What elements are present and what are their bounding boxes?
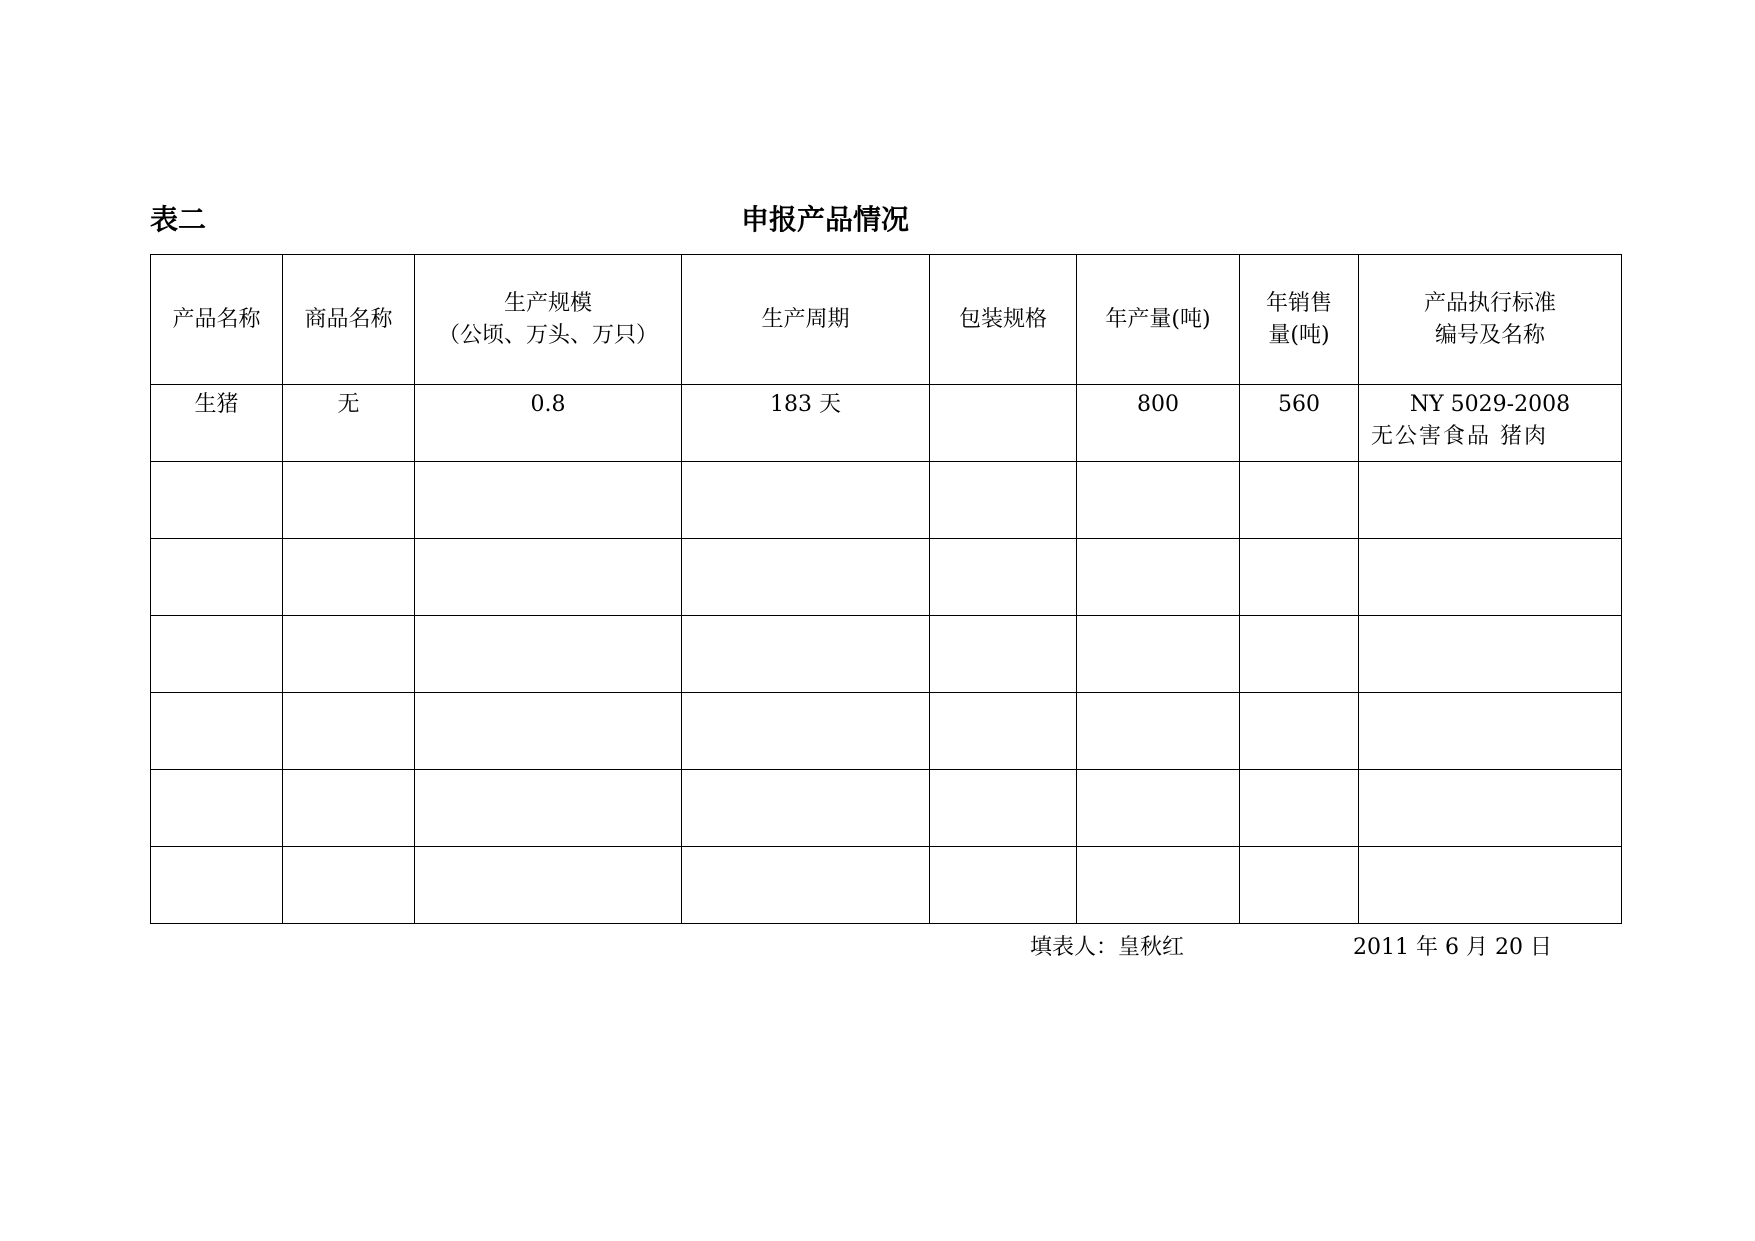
cell-annual-sales	[1240, 616, 1359, 693]
cell-cycle	[682, 847, 930, 924]
cell-brand-name	[283, 770, 415, 847]
cell-scale	[415, 539, 682, 616]
cell-scale	[415, 462, 682, 539]
header-production-cycle: 生产周期	[682, 255, 930, 385]
cell-standard	[1359, 616, 1622, 693]
cell-annual-sales	[1240, 847, 1359, 924]
table-row	[151, 462, 1622, 539]
cell-annual-output	[1077, 462, 1240, 539]
cell-product-name	[151, 539, 283, 616]
table-row	[151, 616, 1622, 693]
cell-cycle	[682, 693, 930, 770]
cell-packaging	[930, 462, 1077, 539]
cell-brand-name	[283, 693, 415, 770]
cell-scale: 0.8	[415, 385, 682, 462]
cell-product-name	[151, 462, 283, 539]
cell-annual-output	[1077, 847, 1240, 924]
cell-scale	[415, 616, 682, 693]
header-brand-name: 商品名称	[283, 255, 415, 385]
header-annual-output: 年产量(吨)	[1077, 255, 1240, 385]
cell-annual-output	[1077, 616, 1240, 693]
cell-packaging	[930, 693, 1077, 770]
cell-standard	[1359, 847, 1622, 924]
cell-scale	[415, 770, 682, 847]
cell-brand-name	[283, 616, 415, 693]
header-packaging: 包装规格	[930, 255, 1077, 385]
cell-annual-sales	[1240, 693, 1359, 770]
fill-date: 2011 年 6 月 20 日	[1353, 935, 1552, 960]
cell-annual-output	[1077, 539, 1240, 616]
cell-standard	[1359, 462, 1622, 539]
cell-cycle	[682, 539, 930, 616]
cell-cycle: 183 天	[682, 385, 930, 462]
table-row	[151, 385, 1622, 462]
cell-brand-name	[283, 539, 415, 616]
filler-signature: 填表人：皇秋红	[1030, 935, 1185, 960]
cell-packaging	[930, 385, 1077, 462]
cell-annual-output: 800	[1077, 385, 1240, 462]
header-product-name: 产品名称	[151, 255, 283, 385]
cell-packaging	[930, 616, 1077, 693]
cell-product-name	[151, 770, 283, 847]
cell-product-name	[151, 847, 283, 924]
product-report-table	[150, 254, 1622, 924]
table-header-row	[151, 255, 1622, 385]
cell-annual-sales	[1240, 770, 1359, 847]
cell-product-name	[151, 616, 283, 693]
cell-packaging	[930, 539, 1077, 616]
table-row	[151, 847, 1622, 924]
cell-cycle	[682, 616, 930, 693]
cell-standard	[1359, 385, 1622, 462]
standard-code: NY 5029-2008	[1409, 392, 1571, 417]
document-title: 申报产品情况	[740, 203, 909, 236]
cell-cycle	[682, 462, 930, 539]
cell-brand-name	[283, 847, 415, 924]
header-production-scale: 生产规模 （公顷、万头、万只）	[415, 255, 682, 385]
cell-standard	[1359, 539, 1622, 616]
cell-annual-sales	[1240, 539, 1359, 616]
cell-brand-name	[283, 462, 415, 539]
cell-product-name	[151, 693, 283, 770]
header-annual-sales: 年销售 量(吨)	[1240, 255, 1359, 385]
cell-annual-output	[1077, 693, 1240, 770]
header-standard: 产品执行标准 编号及名称	[1359, 255, 1622, 385]
cell-cycle	[682, 770, 930, 847]
cell-packaging	[930, 770, 1077, 847]
table-row	[151, 770, 1622, 847]
cell-annual-sales	[1240, 462, 1359, 539]
cell-annual-output	[1077, 770, 1240, 847]
cell-scale	[415, 847, 682, 924]
cell-product-name: 生猪	[151, 385, 283, 462]
table-row	[151, 693, 1622, 770]
standard-name: 无公害食品 猪肉	[1371, 424, 1548, 449]
table-row	[151, 539, 1622, 616]
cell-brand-name: 无	[283, 385, 415, 462]
document-label: 表二	[150, 203, 207, 236]
cell-annual-sales: 560	[1240, 385, 1359, 462]
cell-standard	[1359, 770, 1622, 847]
cell-scale	[415, 693, 682, 770]
cell-packaging	[930, 847, 1077, 924]
cell-standard	[1359, 693, 1622, 770]
